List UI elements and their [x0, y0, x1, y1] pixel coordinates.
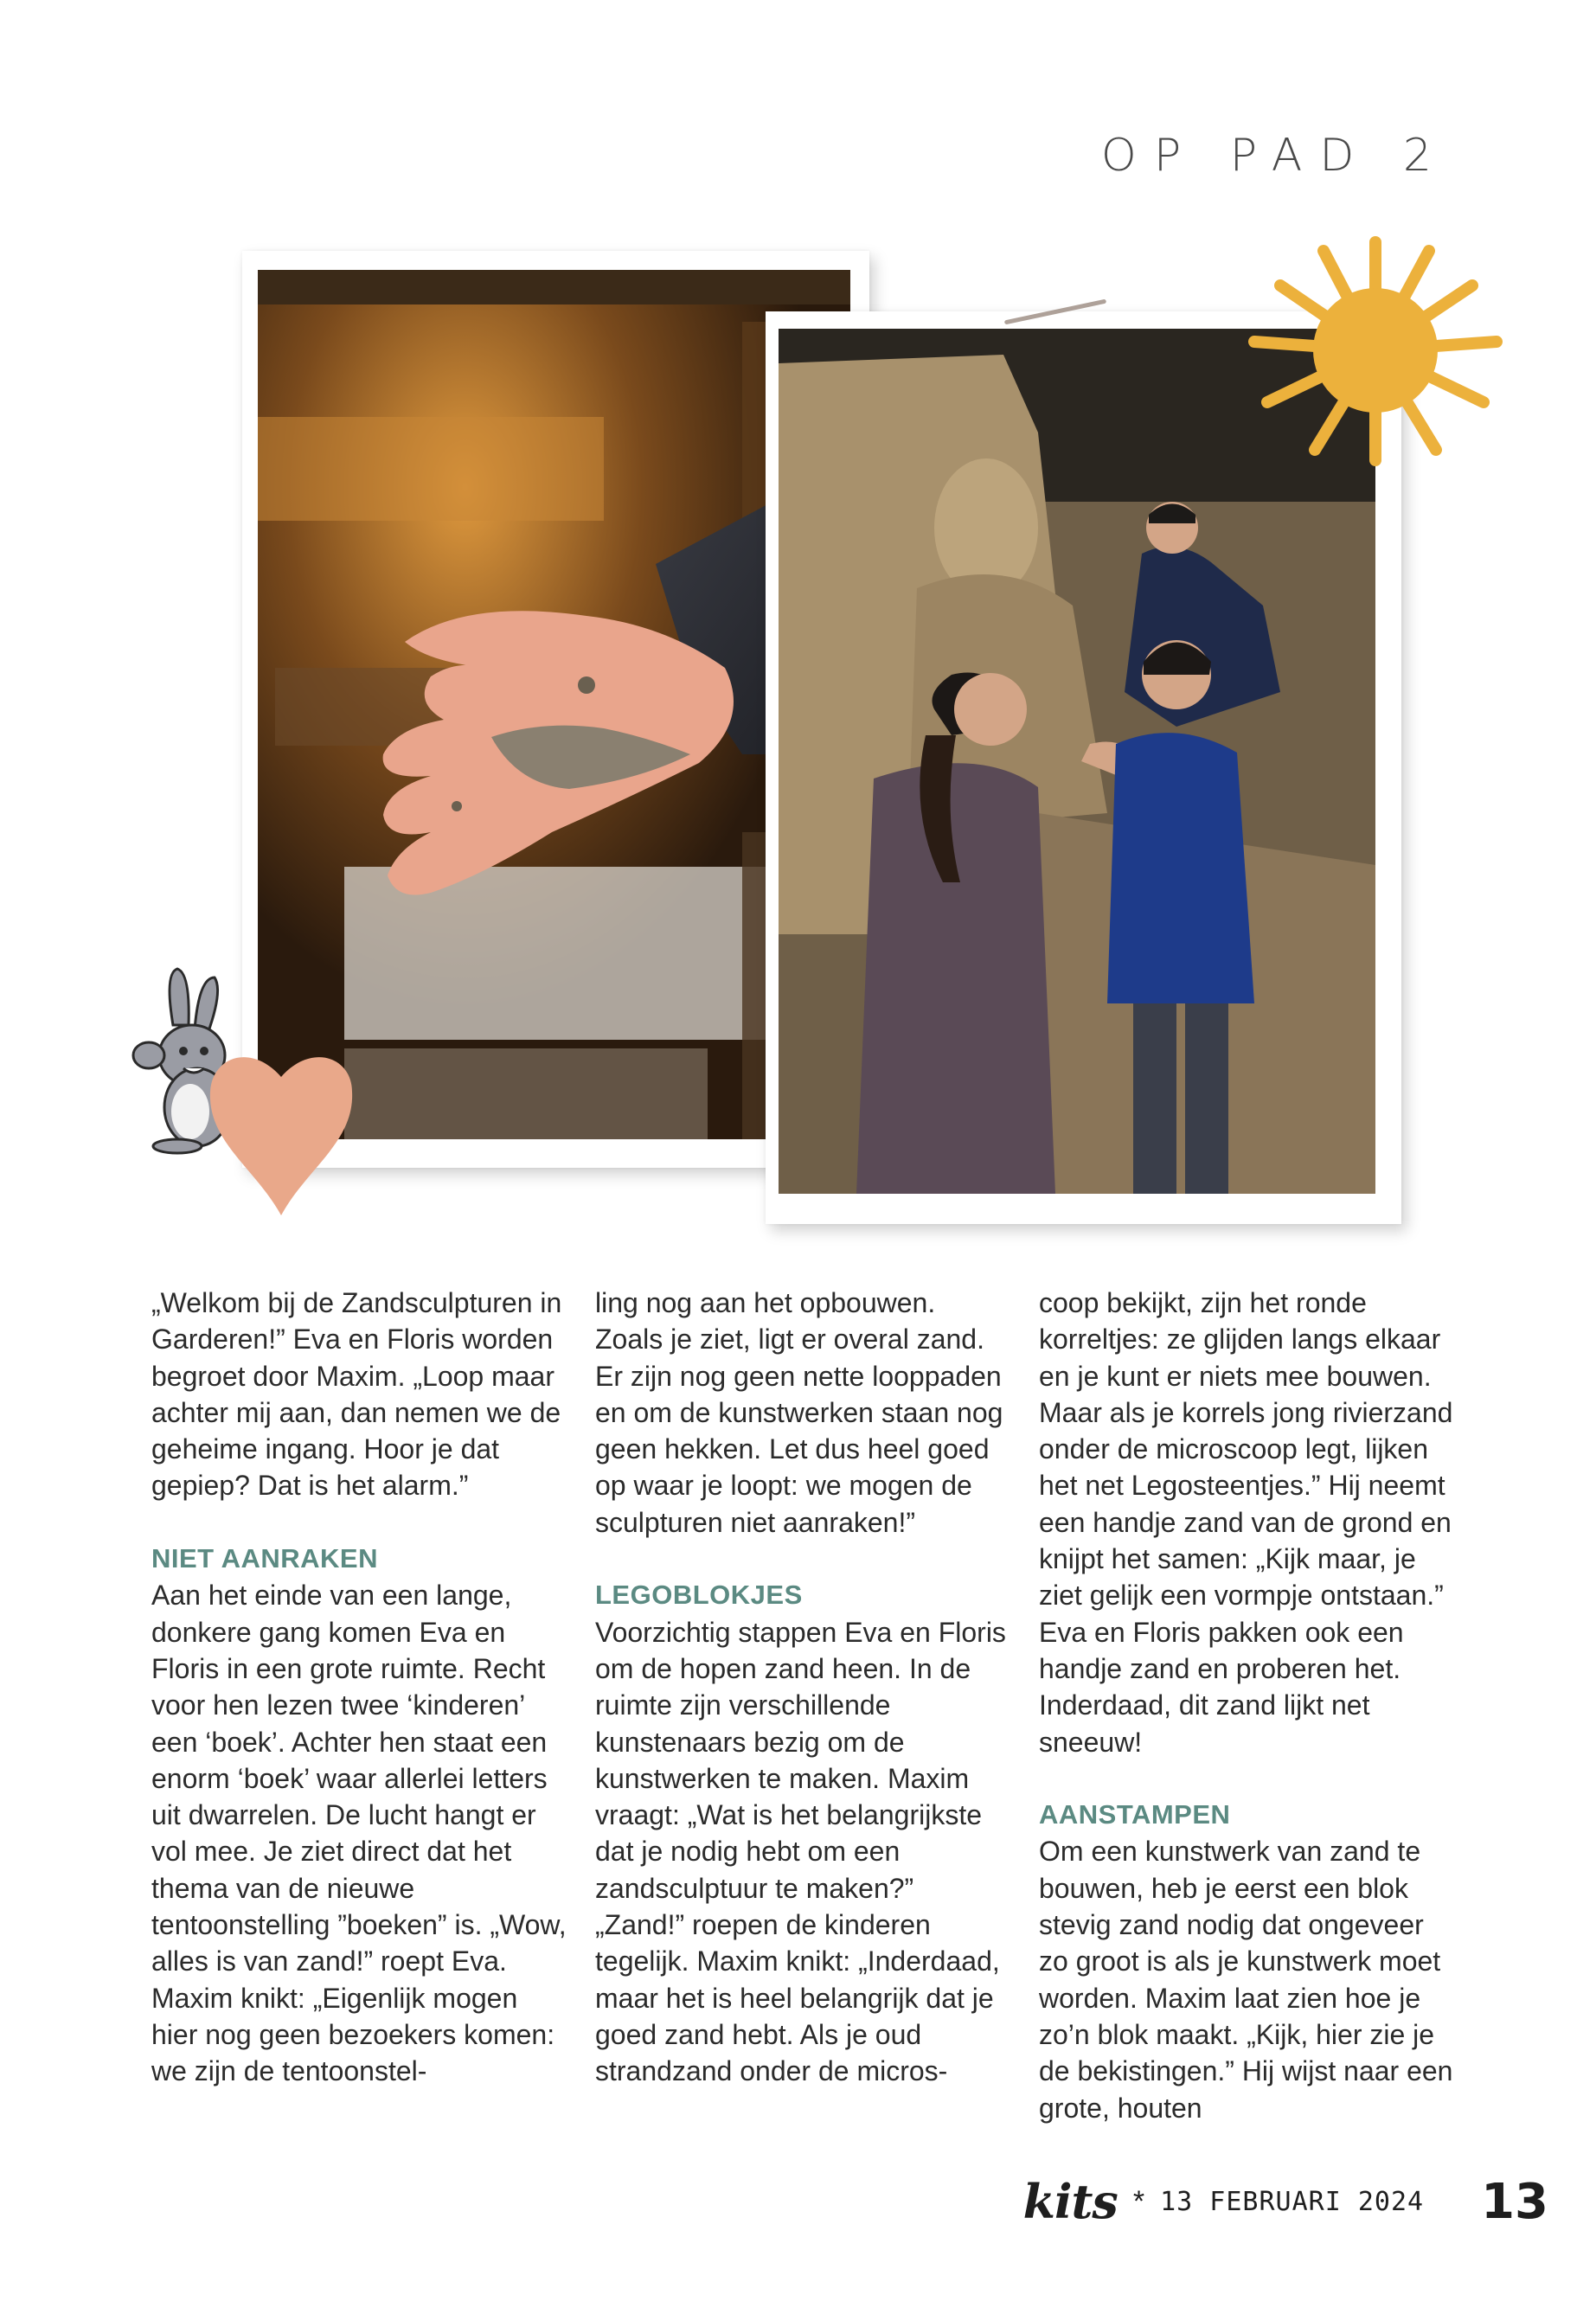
- article-paragraph: ling nog aan het opbouwen. Zoals je ziet, ligt er overal zand. Er zijn nog geen nette looppaden en om de kunstwerken staan nog geen hekken. Let dus heel goed op waar je loopt: we mogen de sculpturen niet aanraken!”: [595, 1287, 1003, 1538]
- article-paragraph: „Welkom bij de Zandsculpturen in Garderen!” Eva en Floris worden begroet door Maxim. „Loop maar achter mij aan, dan nemen we de geheime ingang. Hoor je dat gepiep? Dat is het alarm.”: [151, 1287, 562, 1502]
- article-subheading: NIET AANRAKEN: [151, 1543, 378, 1574]
- page-footer: [1023, 2171, 1548, 2232]
- hand-holding-sand-photo: [258, 270, 850, 1139]
- article-paragraph: Aan het einde van een lange, donkere gang komen Eva en Floris in een grote ruimte. Recht voor hen lezen twee ‘kinderen’ een ‘boek’. Achter hen staat een enorm ‘boek’ waar allerlei letters uit dwarrelen. De lucht hangt er vol mee. Je ziet direct dat het thema van de nieuwe tentoonstelling ”boeken” is. „Wow, alles is van zand!” roept Eva. Maxim knikt: „Eigenlijk mogen hier nog geen bezoekers komen: we zijn de tentoonstel-: [151, 1580, 567, 2087]
- article-paragraph: Voorzichtig stappen Eva en Floris om de hopen zand heen. In de ruimte zijn verschillende kunstenaars bezig om de kunstwerken te maken. Maxim vraagt: „Wat is het belangrijkste dat je nodig hebt om een zandsculptuur te maken?” „Zand!” roepen de kinderen tegelijk. Maxim knikt: „Inderdaad, maar het is heel belangrijk dat je goed zand hebt. Als je oud strandzand onder de micros-: [595, 1616, 1006, 2087]
- article-subheading: AANSTAMPEN: [1039, 1799, 1231, 1830]
- article-column-2: [595, 1285, 1010, 2090]
- sun-icon: [1246, 234, 1505, 467]
- page-number: 13: [1481, 2173, 1548, 2230]
- article-subheading: LEGOBLOKJES: [595, 1580, 803, 1611]
- article-paragraph: Om een kunstwerk van zand te bouwen, heb je eerst een blok stevig zand nodig dat ongeveer zo groot is als je kunstwerk moet worden. Maxim laat zien hoe je zo’n blok maakt. „Kijk, hier zie je de bekistingen.” Hij wijst naar een grote, houten: [1039, 1836, 1453, 2124]
- article-column-3: [1039, 1285, 1454, 2126]
- article-body: [151, 1285, 1458, 2132]
- star-separator-icon: *: [1132, 2184, 1145, 2218]
- issue-date: 13 FEBRUARI 2024: [1160, 2186, 1425, 2217]
- article-paragraph: coop bekijkt, zijn het ronde korreltjes: ze glijden langs elkaar en je kunt er niets mee bouwen. Maar als je korrels jong rivierzand onder de microscoop legt, lijken het net Legosteentjes.” Hij neemt een handje zand van de grond en knijpt het samen: „Kijk maar, je ziet gelijk een vormpje ontstaan.” Eva en Floris pakken ook een handje zand en proberen het. Inderdaad, dit zand lijkt net sneeuw!: [1039, 1287, 1453, 1758]
- heart-icon: [203, 1038, 359, 1220]
- section-tag: OP PAD 2: [1100, 130, 1449, 182]
- magazine-brand: kits: [1022, 2174, 1118, 2229]
- hand-photo-illustration: [258, 270, 850, 1139]
- article-column-1: [151, 1285, 567, 2090]
